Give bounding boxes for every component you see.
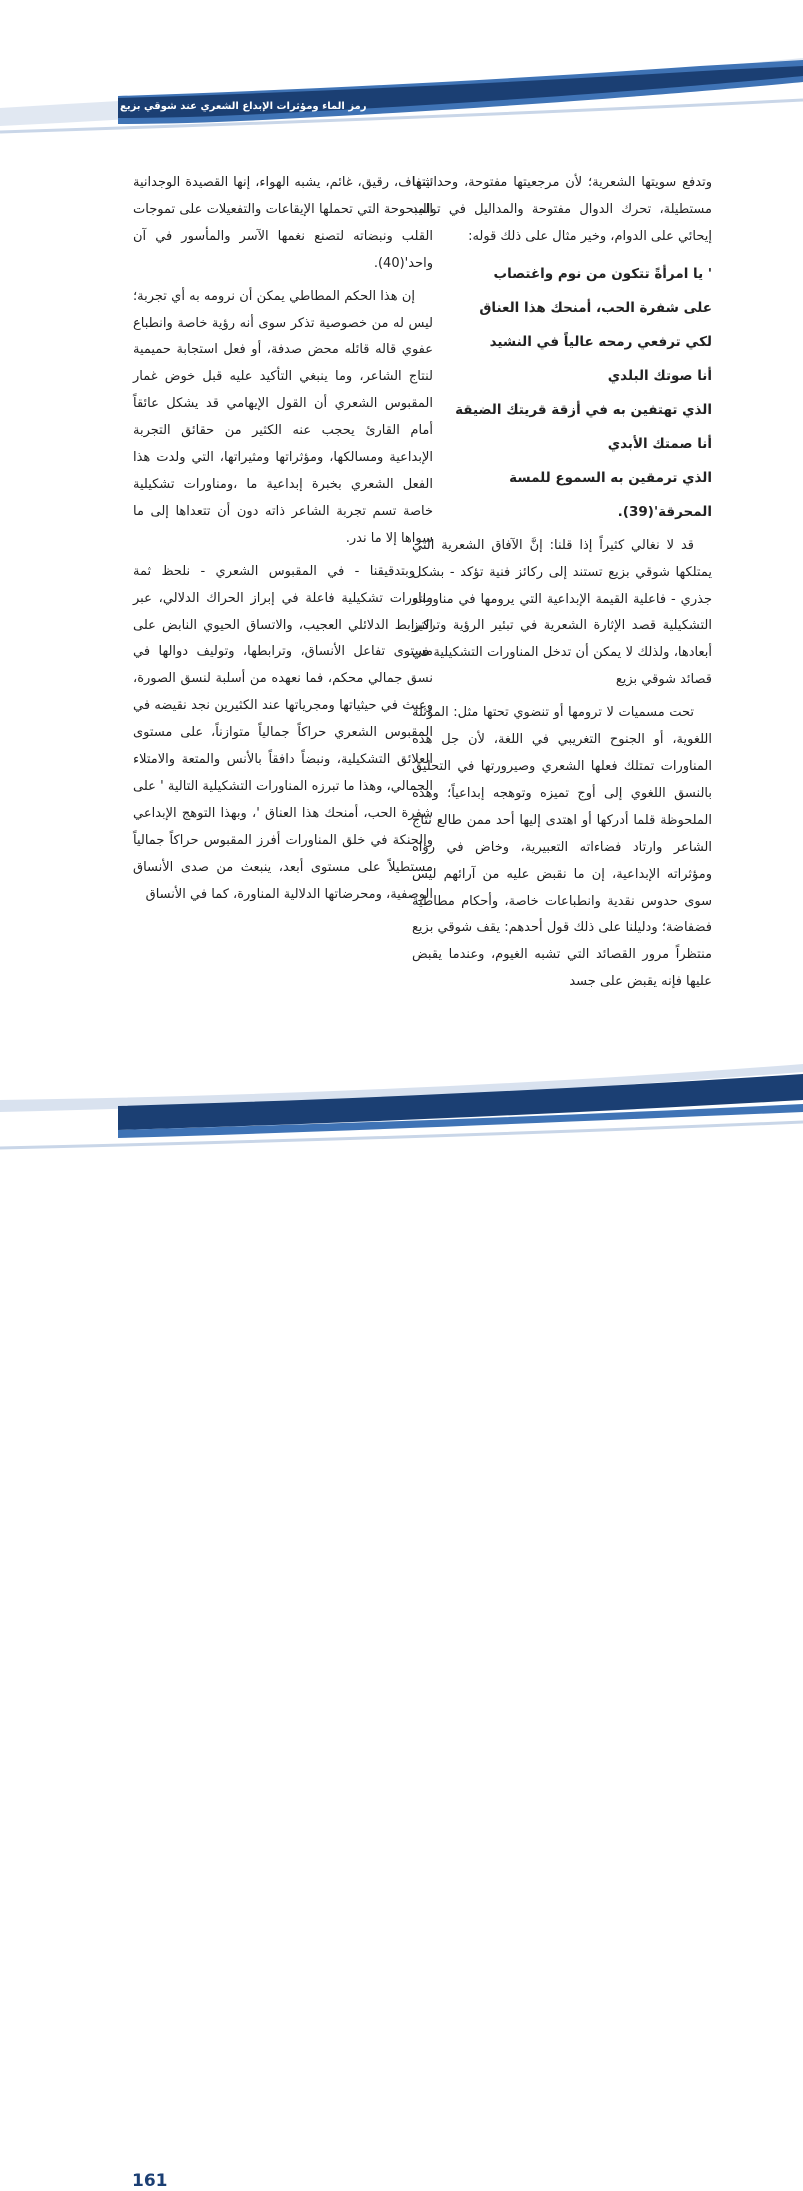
header-wave-graphic <box>0 0 803 140</box>
poem-line: لكي ترفعي رمحه عالياً في النشيد <box>489 333 712 350</box>
text-column-right <box>412 170 712 1002</box>
text-column-left <box>133 170 433 914</box>
page-number: 161 <box>132 2171 168 2191</box>
poem-line: أنا صوتك البلدي <box>607 367 712 384</box>
poem-line: المحرقة'(39). <box>617 503 712 520</box>
body-paragraph: شفاف، رقيق، غائم، يشبه الهواء، إنها القصيدة الوجدانية المبحوحة التي تحملها الإيقاعات والتفعيلات على تموجات القلب ونبضاته لتصنع نغمها الآسر والمأسور في آن واحد'(40). <box>133 175 433 271</box>
poem-quote <box>412 257 712 529</box>
body-paragraph: وبتدقيقنا - في المقبوس الشعري - نلحظ ثمة مناورات تشكيلية فاعلة في إبراز الحراك الدلالي، عبر الترابط الدلائلي العجيب، والاتساق الحيوي النابض على مستوى تفاعل الأنساق، وترابطها، وتوليف دوالها في نسق جمالي محكم، فما نعهده من أسلبة لنسق الصورة، وعبث في حيثياتها ومجرياتها عند الكثيرين نجد نقيضه في المقبوس الشعري حراكاً جمالياً متوازناً، على مستوى العلائق التشكيلية، ونبضاً دافقاً بالأنس والمتعة والامتلاء الجمالي، وهذا ما تبرزه المناورات التشكيلية التالية ' على شفرة الحب، أمنحك هذا العناق '، وبهذا التوهج الإبداعي والحنكة في خلق المناورات أفرز المقبوس حراكاً جمالياً مستطيلاً على مستوى أبعد، ينبعث من صدى الأنساق الوصفية، ومحرضاتها الدلالية المناورة، كما في الأنساق <box>133 563 433 902</box>
body-paragraph: تحت مسميات لا ترومها أو تنضوي تحتها مثل: المؤثلة اللغوية، أو الجنوح التغريبي في اللغة، لأن جل هذه المناورات تمتلك فعلها الشعري وصيرورتها في التحليق بالنسق اللغوي إلى أوج تميزه وتوهجه إبداعياً؛ وهذه الملحوظة قلما أدركها أو اهتدى إليها أحد ممن طالع نتاج الشاعر وارتاد فضاءاته التعبيرية، وخاض في رؤاه ومؤثراته الإبداعية، إن ما نقبض عليه من آرائهم ليس سوى حدوس نقدية وانطباعات خاصة، وأحكام مطاطية فضفاضة؛ ودليلنا على ذلك قول أحدهم: يقف شوقي بزيع منتظراً مرور القصائد التي تشبه الغيوم، وعندما يقبض عليها فإنه يقبض على جسد <box>412 705 712 990</box>
running-title: رمز الماء ومؤثرات الإبداع الشعري عند شوقي بزيع <box>120 101 367 112</box>
poem-line: الذي ترمقين به السموع للمسة <box>509 469 712 486</box>
footer-wave-graphic <box>0 1060 803 1193</box>
body-paragraph: إن هذا الحكم المطاطي يمكن أن نرومه به أي تجربة؛ ليس له من خصوصية تذكر سوى أنه رؤية خاصة وانطباع عفوي قاله قائله محض صدفة، أو فعل استجابة حميمية لنتاج الشاعر، وما ينبغي التأكيد عليه قبل خوض غمار المقبوس الشعري أن القول الإيهامي قد يشكل عائقاً أمام القارئ يحجب عنه الكثير من حقائق التجربة الإبداعية ومسالكها، ومؤثراتها ومثيراتها، التي ولدت هذا الفعل الشعري بخبرة إبداعية ما ،ومناورات تشكيلية خاصة تسم تجربة الشاعر ذاته دون أن تتعداها إلى ما سواها إلا ما ندر. <box>133 288 433 546</box>
body-paragraph: قد لا نغالي كثيراً إذا قلنا: إنَّ الآفاق الشعرية التي يمتلكها شوقي بزيع تستند إلى ركائز فنية تؤكد - بشكل جذري - فاعلية القيمة الإبداعية التي يرومها في مناوراته التشكيلية قصد الإثارة الشعرية في تبئير الرؤية وتركيز أبعادها، ولذلك لا يمكن أن تدخل المناورات التشكيلية في قصائد شوقي بزيع <box>412 537 712 688</box>
header-banner <box>0 0 803 140</box>
poem-line: أنا صمتك الأبدي <box>607 435 712 452</box>
poem-line: الذي تهتفين به في أزقة قريتك الضيقة <box>455 401 712 418</box>
poem-line: ' يا امرأةً تتكون من نوم واغتصاب <box>493 265 712 282</box>
footer-banner <box>0 1060 803 2191</box>
intro-paragraph: وتدفع سويتها الشعرية؛ لأن مرجعيتها مفتوحة، وحدائيتها مستطيلة، تحرك الدوال مفتوحة والمداليل في تواليد إيحائي على الدوام، وخير مثال على ذلك قوله: <box>412 175 712 244</box>
poem-line: على شفرة الحب، أمنحك هذا العناق <box>479 299 712 316</box>
